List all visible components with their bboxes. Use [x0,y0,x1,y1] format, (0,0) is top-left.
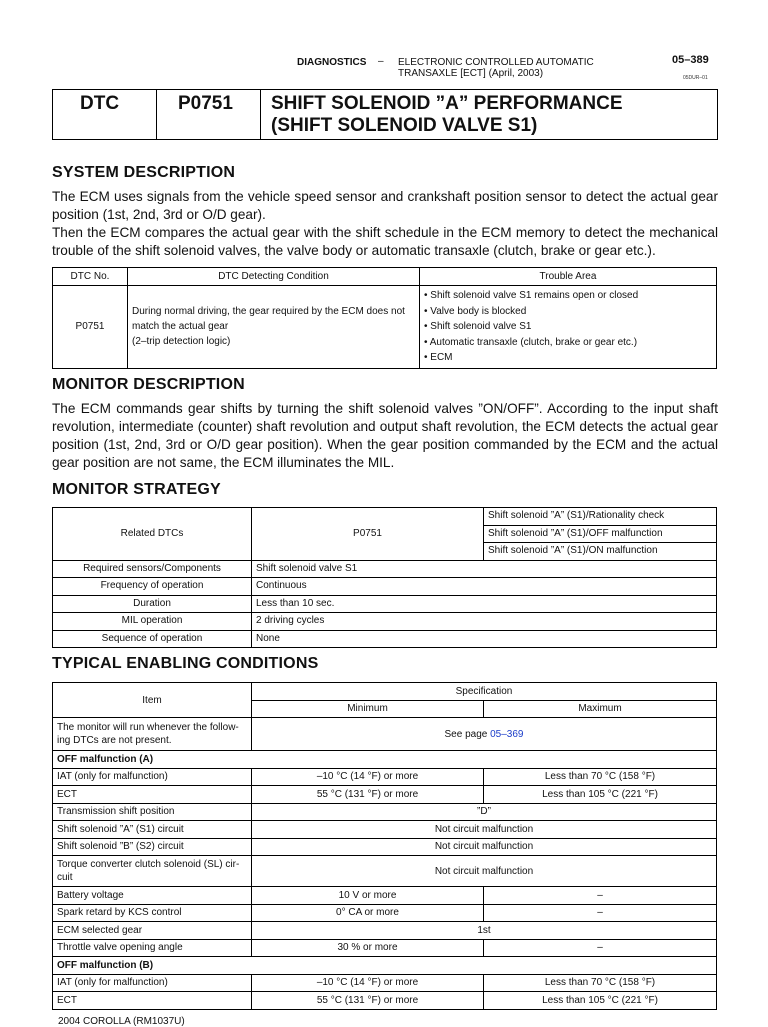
enabling-conditions-table [52,682,717,1010]
footer: 2004 COROLLA (RM1037U) [58,1016,185,1027]
related-dtc-item: Shift solenoid ”A” (S1)/Rationality check [484,508,717,526]
enabling-item: ECT [53,992,252,1010]
enabling-min: –10 °C (14 °F) or more [252,768,484,786]
trouble-area-item: • Shift solenoid valve S1 [424,321,532,332]
strategy-label: MIL operation [53,613,252,631]
doc-code: 05DUR–01 [683,75,708,81]
enabling-max: Less than 70 °C (158 °F) [484,768,717,786]
strategy-value: Continuous [252,578,717,596]
monitor-description-heading: MONITOR DESCRIPTION [52,376,245,393]
enabling-col-item: Item [53,683,252,718]
strategy-label: Sequence of operation [53,630,252,648]
enabling-span: Not circuit malfunction [252,856,717,887]
enabling-item: Shift solenoid ”B” (S2) circuit [53,838,252,856]
related-dtcs-code: P0751 [252,508,484,561]
dtc-label: DTC [53,90,157,139]
monitor-note-line: ing DTCs are not present. [57,735,172,746]
header-section: DIAGNOSTICS [297,57,367,68]
enabling-col-min: Minimum [252,700,484,718]
system-description-para1: The ECM uses signals from the vehicle speed sensor and crankshaft position sensor to detect the actual gear position (1st, 2nd, 3rd or O/D gear). [52,189,718,222]
related-dtcs-label: Related DTCs [53,508,252,561]
condition-line: match the actual gear [132,321,229,333]
strategy-value: Less than 10 sec. [252,595,717,613]
dtc-table-header-no: DTC No. [53,268,128,286]
enabling-min: –10 °C (14 °F) or more [252,974,484,992]
enabling-max: – [484,887,717,905]
enabling-max: – [484,939,717,957]
enabling-min: 55 °C (131 °F) or more [252,992,484,1010]
dtc-table-trouble-areas [420,286,717,369]
monitor-strategy-table [52,507,717,648]
torque-item-line: cuit [57,872,73,883]
dtc-table-header-trouble: Trouble Area [420,268,717,286]
enabling-max: – [484,904,717,922]
trouble-area-item: • ECM [424,352,453,363]
system-description-para2: Then the ECM compares the actual gear with the shift schedule in the ECM memory to detect the mechanical trouble of the shift solenoid valves, the valve body or automatic transaxle (clutch, brake or gear etc.). [52,225,718,258]
section-off-malfunction-a: OFF malfunction (A) [53,751,717,769]
enabling-item: IAT (only for malfunction) [53,768,252,786]
strategy-label: Duration [53,595,252,613]
monitor-note [53,718,252,751]
monitor-strategy-heading: MONITOR STRATEGY [52,481,221,498]
enabling-conditions-heading: TYPICAL ENABLING CONDITIONS [52,655,319,672]
header-title-line2: TRANSAXLE [ECT] (April, 2003) [398,68,544,79]
see-page-link[interactable]: 05–369 [490,728,524,740]
header-title [398,57,628,79]
related-dtc-item: Shift solenoid ”A” (S1)/OFF malfunction [484,525,717,543]
enabling-item: Transmission shift position [53,803,252,821]
monitor-description-text: The ECM commands gear shifts by turning the shift solenoid valves ”ON/OFF”. According to the input shaft revolution, intermediate (counter) shaft revolution and output shaft revolution, the ECM detects the actual gear position (1st, 2nd, 3rd or O/D gear position). When the gear position commanded by the ECM and the actual gear position are not same, the ECM illuminates the MIL. [52,401,718,470]
condition-line: During normal driving, the gear required by the ECM does not [132,306,405,318]
strategy-value: 2 driving cycles [252,613,717,631]
strategy-label: Frequency of operation [53,578,252,596]
system-description-heading: SYSTEM DESCRIPTION [52,164,236,181]
dtc-code: P0751 [157,90,261,139]
see-page-prefix: See page [444,728,491,740]
enabling-max: Less than 105 °C (221 °F) [484,992,717,1010]
dtc-table-code: P0751 [53,286,128,369]
enabling-item: Shift solenoid ”A” (S1) circuit [53,821,252,839]
enabling-item: ECM selected gear [53,922,252,940]
strategy-value: Shift solenoid valve S1 [252,560,717,578]
dtc-table-condition [128,286,420,369]
dtc-table [52,267,717,369]
enabling-min: 0° CA or more [252,904,484,922]
enabling-item: Spark retard by KCS control [53,904,252,922]
enabling-item [53,856,252,887]
enabling-span: 1st [252,922,717,940]
enabling-item: Throttle valve opening angle [53,939,252,957]
trouble-area-item: • Valve body is blocked [424,305,527,317]
enabling-col-max: Maximum [484,700,717,718]
enabling-min: 10 V or more [252,887,484,905]
dtc-title [261,90,717,139]
enabling-item: IAT (only for malfunction) [53,974,252,992]
enabling-max: Less than 70 °C (158 °F) [484,974,717,992]
dtc-table-header-condition: DTC Detecting Condition [128,268,420,286]
enabling-col-spec: Specification [252,683,717,701]
page-number: 05–389 [672,54,709,66]
condition-line: (2–trip detection logic) [132,336,231,348]
header-title-line1: ELECTRONIC CONTROLLED AUTOMATIC [398,57,594,68]
trouble-area-item: • Automatic transaxle (clutch, brake or gear etc.) [424,336,638,348]
enabling-span: ”D” [252,803,717,821]
related-dtc-item: Shift solenoid ”A” (S1)/ON malfunction [484,543,717,561]
see-page-cell [252,718,717,751]
enabling-item: Battery voltage [53,887,252,905]
monitor-note-line: The monitor will run whenever the follow- [57,722,239,733]
enabling-min: 30 % or more [252,939,484,957]
enabling-item: ECT [53,786,252,804]
dtc-title-line1: SHIFT SOLENOID ”A” PERFORMANCE [271,93,623,114]
enabling-span: Not circuit malfunction [252,821,717,839]
enabling-max: Less than 105 °C (221 °F) [484,786,717,804]
section-off-malfunction-b: OFF malfunction (B) [53,957,717,975]
strategy-label: Required sensors/Components [53,560,252,578]
trouble-area-item: • Shift solenoid valve S1 remains open or closed [424,290,639,301]
enabling-span: Not circuit malfunction [252,838,717,856]
header-dash: – [378,56,384,67]
dtc-title-box [52,89,718,140]
dtc-title-line2: (SHIFT SOLENOID VALVE S1) [271,115,538,136]
enabling-min: 55 °C (131 °F) or more [252,786,484,804]
strategy-value: None [252,630,717,648]
system-description-text [52,188,718,260]
torque-item-line: Torque converter clutch solenoid (SL) cir- [57,859,240,870]
